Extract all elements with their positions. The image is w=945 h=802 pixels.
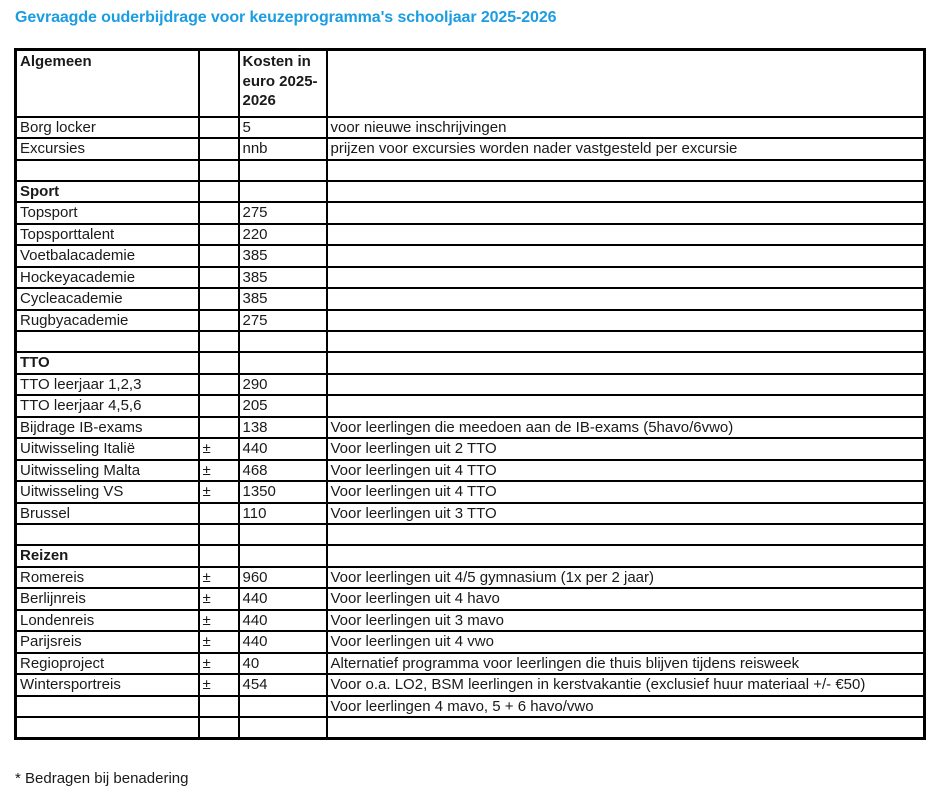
cell-pm-indicator bbox=[199, 503, 239, 525]
table-row bbox=[16, 481, 925, 503]
table-row bbox=[16, 588, 925, 610]
cell-item: TTO bbox=[16, 352, 199, 374]
cell-description bbox=[327, 288, 925, 310]
cell-item: TTO leerjaar 4,5,6 bbox=[16, 395, 199, 417]
cell-cost: 275 bbox=[239, 310, 327, 332]
cell-pm-indicator bbox=[199, 224, 239, 246]
cell-pm-indicator bbox=[199, 395, 239, 417]
cell-pm-indicator: ± bbox=[199, 610, 239, 632]
cell-description: prijzen voor excursies worden nader vastgesteld per excursie bbox=[327, 138, 925, 160]
cell-cost: 275 bbox=[239, 202, 327, 224]
cell-pm-indicator bbox=[199, 545, 239, 567]
cell-pm-indicator bbox=[199, 310, 239, 332]
cell-cost: 440 bbox=[239, 631, 327, 653]
cell-pm-indicator bbox=[199, 696, 239, 718]
cell-description bbox=[327, 224, 925, 246]
cell-cost bbox=[239, 696, 327, 718]
table-row bbox=[16, 117, 925, 139]
cell-description bbox=[327, 202, 925, 224]
cell-item bbox=[16, 696, 199, 718]
table-row bbox=[16, 181, 925, 203]
table-row bbox=[16, 138, 925, 160]
cell-item bbox=[16, 160, 199, 181]
cell-cost: nnb bbox=[239, 138, 327, 160]
cell-pm-indicator bbox=[199, 202, 239, 224]
page-title: Gevraagde ouderbijdrage voor keuzeprogramma's schooljaar 2025-2026 bbox=[15, 9, 557, 26]
cell-cost: 385 bbox=[239, 288, 327, 310]
cell-description: Voor leerlingen uit 4 TTO bbox=[327, 460, 925, 482]
fees-table bbox=[14, 48, 926, 740]
table-row bbox=[16, 631, 925, 653]
cell-description: Voor leerlingen uit 4/5 gymnasium (1x per 2 jaar) bbox=[327, 567, 925, 589]
table-row bbox=[16, 696, 925, 718]
table-row bbox=[16, 224, 925, 246]
cell-item: Bijdrage IB-exams bbox=[16, 417, 199, 439]
cell-item: Cycleacademie bbox=[16, 288, 199, 310]
header-cell-pm bbox=[199, 50, 239, 117]
table-row bbox=[16, 245, 925, 267]
table-row bbox=[16, 610, 925, 632]
cell-description: Voor leerlingen 4 mavo, 5 + 6 havo/vwo bbox=[327, 696, 925, 718]
cell-description: Alternatief programma voor leerlingen die thuis blijven tijdens reisweek bbox=[327, 653, 925, 675]
table-row bbox=[16, 503, 925, 525]
cell-pm-indicator bbox=[199, 524, 239, 545]
table-row bbox=[16, 352, 925, 374]
cell-item: Uitwisseling Malta bbox=[16, 460, 199, 482]
header-cell-algemeen: Algemeen bbox=[16, 50, 199, 117]
cell-pm-indicator: ± bbox=[199, 460, 239, 482]
cell-cost: 290 bbox=[239, 374, 327, 396]
cell-cost: 1350 bbox=[239, 481, 327, 503]
table-row bbox=[16, 267, 925, 289]
cell-cost bbox=[239, 352, 327, 374]
fees-table-body bbox=[16, 117, 925, 739]
cell-description: Voor leerlingen die meedoen aan de IB-exams (5havo/6vwo) bbox=[327, 417, 925, 439]
cell-pm-indicator: ± bbox=[199, 631, 239, 653]
cell-pm-indicator: ± bbox=[199, 438, 239, 460]
cell-description: Voor leerlingen uit 3 mavo bbox=[327, 610, 925, 632]
cell-cost bbox=[239, 181, 327, 203]
table-row bbox=[16, 417, 925, 439]
cell-item: TTO leerjaar 1,2,3 bbox=[16, 374, 199, 396]
cell-item bbox=[16, 717, 199, 738]
cell-pm-indicator bbox=[199, 138, 239, 160]
table-row bbox=[16, 160, 925, 181]
cell-description: Voor leerlingen uit 3 TTO bbox=[327, 503, 925, 525]
cell-item: Uitwisseling Italië bbox=[16, 438, 199, 460]
cell-cost: 205 bbox=[239, 395, 327, 417]
cell-pm-indicator: ± bbox=[199, 481, 239, 503]
table-row bbox=[16, 524, 925, 545]
cell-description: Voor leerlingen uit 2 TTO bbox=[327, 438, 925, 460]
cell-description bbox=[327, 545, 925, 567]
cell-description: Voor leerlingen uit 4 TTO bbox=[327, 481, 925, 503]
cell-description bbox=[327, 245, 925, 267]
cell-item: Uitwisseling VS bbox=[16, 481, 199, 503]
cell-pm-indicator bbox=[199, 374, 239, 396]
cell-cost: 40 bbox=[239, 653, 327, 675]
cell-pm-indicator bbox=[199, 267, 239, 289]
cell-pm-indicator bbox=[199, 717, 239, 738]
cell-description bbox=[327, 352, 925, 374]
cell-cost bbox=[239, 160, 327, 181]
cell-description bbox=[327, 267, 925, 289]
cell-cost: 220 bbox=[239, 224, 327, 246]
table-row bbox=[16, 331, 925, 352]
cell-cost: 385 bbox=[239, 267, 327, 289]
cell-item: Wintersportreis bbox=[16, 674, 199, 696]
cell-description: Voor leerlingen uit 4 vwo bbox=[327, 631, 925, 653]
table-row bbox=[16, 674, 925, 696]
header-cell-description bbox=[327, 50, 925, 117]
cell-item: Topsport bbox=[16, 202, 199, 224]
cell-item bbox=[16, 331, 199, 352]
cell-cost bbox=[239, 545, 327, 567]
cell-cost: 138 bbox=[239, 417, 327, 439]
table-header-row bbox=[16, 50, 925, 117]
cell-cost: 440 bbox=[239, 588, 327, 610]
cell-item: Excursies bbox=[16, 138, 199, 160]
cell-cost: 5 bbox=[239, 117, 327, 139]
cell-cost bbox=[239, 524, 327, 545]
table-row bbox=[16, 310, 925, 332]
cell-item: Hockeyacademie bbox=[16, 267, 199, 289]
cell-pm-indicator bbox=[199, 417, 239, 439]
cell-cost: 385 bbox=[239, 245, 327, 267]
cell-pm-indicator: ± bbox=[199, 674, 239, 696]
cell-pm-indicator bbox=[199, 331, 239, 352]
cell-item bbox=[16, 524, 199, 545]
cell-cost: 440 bbox=[239, 610, 327, 632]
cell-item: Topsporttalent bbox=[16, 224, 199, 246]
cell-pm-indicator: ± bbox=[199, 567, 239, 589]
cell-cost: 440 bbox=[239, 438, 327, 460]
cell-item: Voetbalacademie bbox=[16, 245, 199, 267]
cell-pm-indicator bbox=[199, 245, 239, 267]
cell-description: Voor leerlingen uit 4 havo bbox=[327, 588, 925, 610]
cell-description bbox=[327, 331, 925, 352]
cell-cost: 468 bbox=[239, 460, 327, 482]
cell-cost bbox=[239, 331, 327, 352]
cell-item: Reizen bbox=[16, 545, 199, 567]
cell-description bbox=[327, 160, 925, 181]
table-row bbox=[16, 545, 925, 567]
cell-pm-indicator bbox=[199, 288, 239, 310]
cell-pm-indicator bbox=[199, 117, 239, 139]
cell-description bbox=[327, 524, 925, 545]
cell-pm-indicator bbox=[199, 160, 239, 181]
cell-description bbox=[327, 374, 925, 396]
cell-item: Regioproject bbox=[16, 653, 199, 675]
table-row bbox=[16, 395, 925, 417]
cell-cost: 110 bbox=[239, 503, 327, 525]
cell-cost: 454 bbox=[239, 674, 327, 696]
cell-item: Londenreis bbox=[16, 610, 199, 632]
table-row bbox=[16, 567, 925, 589]
table-row bbox=[16, 653, 925, 675]
cell-cost bbox=[239, 717, 327, 738]
cell-item: Parijsreis bbox=[16, 631, 199, 653]
header-cell-kosten: Kosten in euro 2025-2026 bbox=[239, 50, 327, 117]
table-row bbox=[16, 460, 925, 482]
table-row bbox=[16, 717, 925, 738]
cell-item: Sport bbox=[16, 181, 199, 203]
cell-pm-indicator: ± bbox=[199, 588, 239, 610]
table-row bbox=[16, 438, 925, 460]
cell-description bbox=[327, 310, 925, 332]
cell-pm-indicator bbox=[199, 352, 239, 374]
cell-item: Brussel bbox=[16, 503, 199, 525]
cell-description: Voor o.a. LO2, BSM leerlingen in kerstvakantie (exclusief huur materiaal +/- €50) bbox=[327, 674, 925, 696]
cell-item: Rugbyacademie bbox=[16, 310, 199, 332]
cell-item: Borg locker bbox=[16, 117, 199, 139]
cell-description bbox=[327, 181, 925, 203]
footnote: * Bedragen bij benadering bbox=[15, 770, 189, 787]
cell-item: Berlijnreis bbox=[16, 588, 199, 610]
cell-description bbox=[327, 717, 925, 738]
cell-pm-indicator bbox=[199, 181, 239, 203]
table-row bbox=[16, 202, 925, 224]
cell-cost: 960 bbox=[239, 567, 327, 589]
cell-description: voor nieuwe inschrijvingen bbox=[327, 117, 925, 139]
table-row bbox=[16, 374, 925, 396]
cell-pm-indicator: ± bbox=[199, 653, 239, 675]
cell-item: Romereis bbox=[16, 567, 199, 589]
cell-description bbox=[327, 395, 925, 417]
table-row bbox=[16, 288, 925, 310]
